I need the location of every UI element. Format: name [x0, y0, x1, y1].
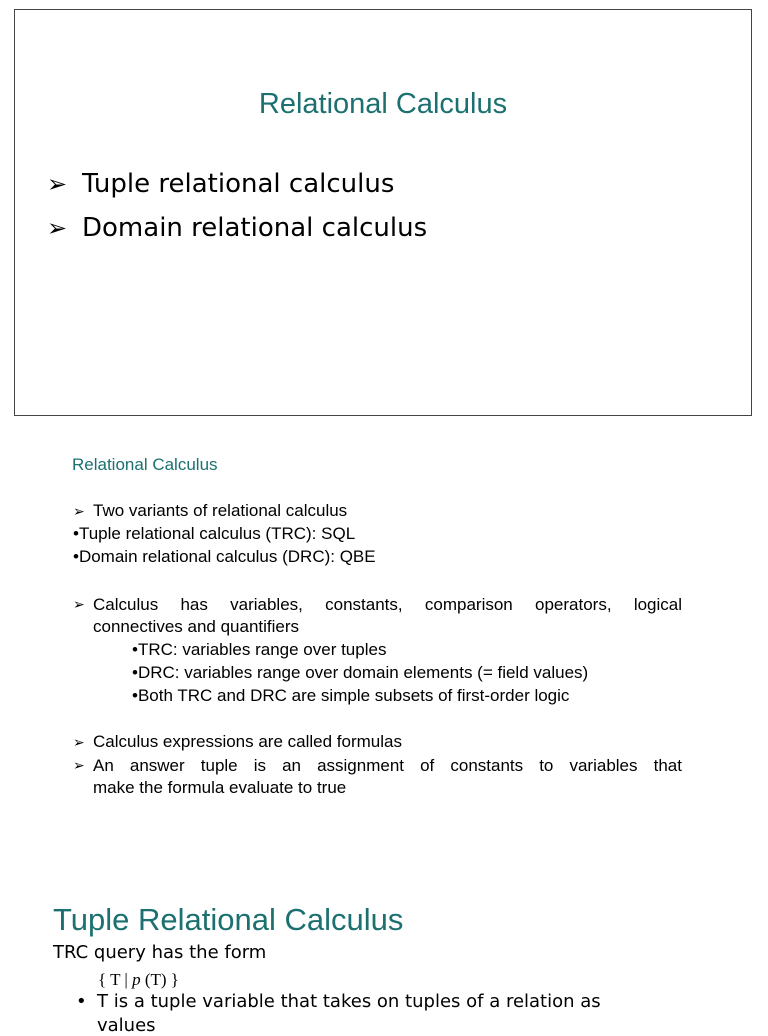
slide-title: Relational Calculus [258, 88, 508, 120]
tuple-variable-bullet-cont: values [97, 1015, 156, 1036]
arrow-bullet-icon: ➢ [47, 214, 68, 242]
tuple-variable-bullet [76, 991, 601, 1012]
both-line: •Both TRC and DRC are simple subsets of first-order logic [132, 686, 570, 705]
bullet-domain-calculus [47, 213, 427, 243]
notes-title: Relational Calculus [72, 455, 218, 474]
variants-line: Two variants of relational calculus [93, 501, 348, 520]
bullet-text: T is a tuple variable that takes on tuples of a relation as [97, 991, 601, 1012]
arrow-bullet-icon: ➢ [73, 734, 85, 750]
calculus-line-a: Calculus has variables, constants, comparison operators, logical [93, 595, 683, 614]
answer-line-a: An answer tuple is an assignment of constants to variables that [93, 756, 682, 775]
bullet-tuple-calculus [47, 169, 394, 199]
bullet-text: Domain relational calculus [82, 213, 428, 243]
section-title: Tuple Relational Calculus [53, 902, 404, 937]
answer-line-b: make the formula evaluate to true [93, 778, 347, 797]
trc-line: •Tuple relational calculus (TRC): SQL [73, 524, 356, 543]
drc-range-line: •DRC: variables range over domain elements (= field values) [132, 663, 589, 682]
arrow-bullet-icon: ➢ [73, 503, 85, 519]
bullet-text: Tuple relational calculus [82, 169, 395, 199]
formulas-line: Calculus expressions are called formulas [93, 732, 402, 751]
trc-range-line: •TRC: variables range over tuples [132, 640, 387, 659]
arrow-bullet-icon: ➢ [73, 757, 85, 773]
slide-frame [14, 9, 752, 416]
trc-query-intro: TRC query has the form [53, 942, 267, 963]
arrow-bullet-icon: ➢ [73, 596, 85, 612]
trc-formula: { T | p (T) } [98, 970, 179, 989]
calculus-line-b: connectives and quantifiers [93, 617, 300, 636]
drc-line: •Domain relational calculus (DRC): QBE [73, 547, 376, 566]
arrow-bullet-icon: ➢ [47, 170, 68, 198]
bullet-dot-icon: • [76, 991, 87, 1012]
